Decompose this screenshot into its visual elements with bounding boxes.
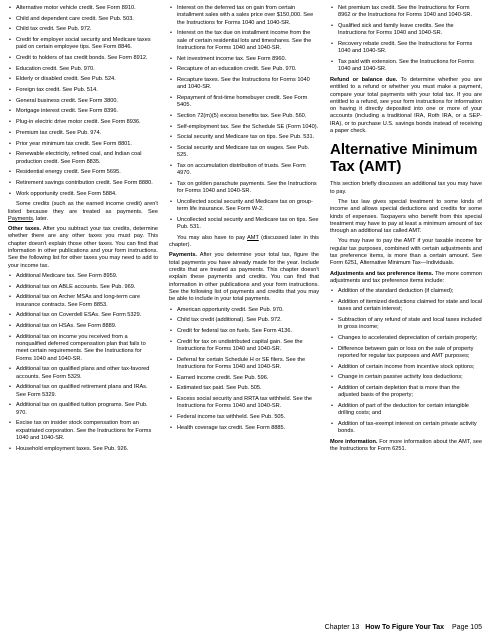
other-taxes-list-continued	[169, 5, 319, 232]
credits-list	[8, 5, 158, 198]
list-item: • Addition of itemized deductions claimed for state and local taxes and certain interest;	[330, 299, 482, 314]
amt-link[interactable]: AMT	[247, 234, 259, 241]
section-title: Alternative Minimum Tax (AMT)	[330, 141, 478, 176]
list-item: • Education credit. See Pub. 970.	[8, 66, 158, 73]
list-item: • Alternative motor vehicle credit. See Form 8910.	[8, 5, 158, 12]
list-item: • Elderly or disabled credit. See Pub. 524.	[8, 76, 158, 83]
credits-note-paragraph: Some credits (such as the earned income credit) aren't listed because they are treated as payments. See Payments, later.	[8, 201, 158, 222]
amt-paragraph-2: The tax law gives special treatment to some kinds of income and allows special deductions and credits for some kinds of expenses. Taxpayers who benefit from this special treatment may have to pay at least a minimum amount of tax through an additional tax called AMT.	[330, 198, 482, 235]
list-item: • Premium tax credit. See Pub. 974.	[8, 130, 158, 137]
list-item: • Work opportunity credit. See Form 5884.	[8, 191, 158, 198]
list-item: • Additional tax on Coverdell ESAs. See Form 5329.	[8, 312, 158, 319]
list-item: • Child tax credit. See Pub. 972.	[8, 26, 158, 33]
payments-heading: Payments.	[169, 252, 197, 259]
payments-link[interactable]: Payments	[8, 215, 33, 222]
list-item: • Interest on the deferred tax on gain from certain installment sales with a sales price over $150,000. See the Instructions for Forms 1040 and 1040-SR.	[169, 5, 319, 27]
list-item: • Recapture taxes. See the Instructions for Forms 1040 and 1040-SR.	[169, 77, 319, 92]
list-item: • Credit to holders of tax credit bonds. See Form 8912.	[8, 55, 158, 62]
list-item: • Credit for employer social security and Medicare taxes paid on certain employee tips. See Form 8846.	[8, 37, 158, 52]
list-item: • Plug-in electric drive motor credit. See Form 8936.	[8, 119, 158, 126]
list-item: • Foreign tax credit. See Pub. 514.	[8, 87, 158, 94]
list-item: • Section 72(m)(5) excess benefits tax. See Pub. 560.	[169, 113, 319, 120]
adjustments-heading: Adjustments and tax preference items.	[330, 270, 434, 277]
list-item: • Additional Medicare tax. See Form 8959.	[8, 273, 158, 280]
list-item: • Interest on the tax due on installment income from the sale of certain residential lots and timeshares. See the Instructions for Forms 1040 and 1040-SR.	[169, 30, 319, 52]
amt-paragraph-3: You may have to pay the AMT if your taxable income for regular tax purposes, combined with certain adjustments and tax preference items, is more than a certain amount. See Form 6251, Alternative Minimum Tax—Individuals.	[330, 238, 482, 267]
other-taxes-list	[8, 273, 158, 453]
list-item: • Net investment income tax. See Form 8960.	[169, 56, 319, 63]
list-item: • Health coverage tax credit. See Form 8885.	[169, 425, 319, 432]
right-column	[330, 5, 482, 456]
payments-list-continued	[330, 5, 482, 74]
list-item: • Addition of the standard deduction (if claimed);	[330, 288, 482, 295]
list-item: • Additional tax on income you received from a nonqualified deferred compensation plan that fails to meet certain requirements. See the Instructions for Forms 1040 and 1040-SR.	[8, 334, 158, 363]
list-item: • Subtraction of any refund of state and local taxes included in gross income;	[330, 317, 482, 332]
list-item: • Addition of certain income from incentive stock options;	[330, 364, 482, 371]
list-item: • Addition of part of the deduction for certain intangible drilling costs; and	[330, 403, 482, 418]
more-info-heading: More information.	[330, 438, 378, 445]
list-item: • Changes to accelerated depreciation of certain property;	[330, 335, 482, 342]
refund-paragraph: Refund or balance due. To determine whether you are entitled to a refund or whether you must make a payment, compare your total payments with your total tax. If you are entitled to a refund, see your form instructions for information on having it directly deposited into one or more of your accounts (including a traditional IRA, Roth IRA, or a SEP-IRA), or to purchase U.S. savings bonds instead of receiving a paper check.	[330, 76, 482, 135]
chapter-label: Chapter 13	[324, 624, 360, 631]
list-item: • Additional tax on qualified tuition programs. See Pub. 970.	[8, 402, 158, 417]
page-footer	[325, 624, 482, 631]
list-item: • Difference between gain or loss on the sale of property reported for regular tax purposes and AMT purposes;	[330, 346, 482, 361]
list-item: • Estimated tax paid. See Pub. 505.	[169, 385, 319, 392]
chapter-title: How To Figure Your Tax	[365, 624, 445, 631]
other-taxes-paragraph: Other taxes. After you subtract your tax credits, determine whether there are any other taxes you must pay. This chapter doesn't explain those other taxes. You can find that information in other publications and your form instructions. See the following list for other taxes you may need to add to your income tax.	[8, 226, 159, 269]
list-item: • Repayment of first-time homebuyer credit. See Form 5405.	[169, 95, 319, 110]
payments-list	[169, 307, 319, 432]
list-item: • Child and dependent care credit. See Pub. 503.	[8, 16, 158, 23]
adjustments-list	[330, 288, 482, 435]
list-item: • Recapture of an education credit. See Pub. 970.	[169, 66, 319, 73]
list-item: • Excise tax on insider stock compensation from an expatriated corporation. See the Instructions for Forms 1040 and 1040-SR.	[8, 420, 158, 442]
other-taxes-heading: Other taxes.	[8, 226, 41, 233]
list-item: • Change in certain passive activity loss deductions;	[330, 374, 482, 381]
list-item: • Additional tax on qualified retirement plans and IRAs. See Form 5329.	[8, 384, 158, 399]
list-item: • Additional tax on ABLE accounts. See Pub. 969.	[8, 284, 158, 291]
list-item: • American opportunity credit. See Pub. 970.	[169, 307, 319, 314]
list-item: • Addition of tax-exempt interest on certain private activity bonds.	[330, 421, 482, 436]
list-item: • Uncollected social security and Medicare tax on group-term life insurance. See Form W-2.	[169, 199, 319, 214]
list-item: • Self-employment tax. See the Schedule SE (Form 1040).	[169, 124, 319, 131]
list-item: • Renewable electricity, refined coal, and Indian coal production credit. See Form 8835.	[8, 151, 158, 166]
refund-heading: Refund or balance due.	[330, 76, 398, 83]
list-item: • Tax paid with extension. See the Instructions for Forms 1040 and 1040-SR.	[330, 59, 482, 74]
list-item: • Social security and Medicare tax on tips. See Pub. 531.	[169, 134, 319, 141]
list-item: • Residential energy credit. See Form 5695.	[8, 169, 158, 176]
list-item: • Additional tax on qualified plans and other tax-favored accounts. See Form 5329.	[8, 366, 158, 381]
page-number: Page 105	[452, 624, 482, 631]
list-item: • Recovery rebate credit. See the Instructions for Forms 1040 and 1040-SR.	[330, 41, 482, 56]
list-item: • Prior year minimum tax credit. See Form 8801.	[8, 141, 158, 148]
more-info-paragraph: More information. For more information about the AMT, see the Instructions for Form 6251.	[330, 438, 482, 453]
list-item: • Deferral for certain Schedule H or SE filers. See the Instructions for Forms 1040 and 1040-SR.	[169, 357, 319, 372]
list-item: • Child tax credit (additional). See Pub. 972.	[169, 317, 319, 324]
list-item: • Additional tax on Archer MSAs and long-term care insurance contracts. See Form 8853.	[8, 294, 158, 309]
list-item: • Uncollected social security and Medicare tax on tips. See Pub. 531.	[169, 217, 319, 232]
list-item: • Tax on accumulation distribution of trusts. See Form 4970.	[169, 163, 319, 178]
list-item: • Addition of certain depletion that is more than the adjusted basis of the property;	[330, 385, 482, 400]
list-item: • Earned income credit. See Pub. 596.	[169, 375, 319, 382]
list-item: • Social security and Medicare tax on wages. See Pub. 525.	[169, 145, 319, 160]
list-item: • Net premium tax credit. See the Instructions for Form 8962 or the Instructions for Forms 1040 and 1040-SR.	[330, 5, 482, 20]
list-item: • Tax on golden parachute payments. See the Instructions for Forms 1040 and 1040-SR.	[169, 181, 319, 196]
list-item: • General business credit. See Form 3800.	[8, 98, 158, 105]
list-item: • Additional tax on HSAs. See Form 8889.	[8, 323, 158, 330]
payments-paragraph: Payments. After you determine your total tax, figure the total payments you have already made for the year. Include credits that are treated as payments. This chapter doesn't explain these payments and credits. You can find that information in other publications and your form instructions. See the following list of payments and credits that you may be able to include in your total payments.	[169, 252, 319, 303]
list-item: • Federal income tax withheld. See Pub. 505.	[169, 414, 319, 421]
list-item: • Qualified sick and family leave credits. See the Instructions for Forms 1040 and 1040-SR.	[330, 23, 482, 38]
middle-column	[169, 5, 319, 435]
list-item: • Retirement savings contribution credit. See Form 8880.	[8, 180, 158, 187]
left-column	[8, 5, 158, 456]
amt-intro-paragraph: This section briefly discusses an additional tax you may have to pay.	[330, 181, 482, 195]
list-item: • Household employment taxes. See Pub. 926.	[8, 446, 158, 453]
list-item: • Credit for tax on undistributed capital gain. See the Instructions for Forms 1040 and 1040-SR.	[169, 339, 319, 354]
list-item: • Mortgage interest credit. See Form 8396.	[8, 108, 158, 115]
list-item: • Excess social security and RRTA tax withheld. See the Instructions for Forms 1040 and 1040-SR.	[169, 396, 319, 411]
amt-note-paragraph: You may also have to pay AMT (discussed later in this chapter).	[169, 234, 319, 249]
list-item: • Credit for federal tax on fuels. See Form 4136.	[169, 328, 319, 335]
adjustments-paragraph: Adjustments and tax preference items. The more common adjustments and tax preference items include:	[330, 270, 482, 284]
